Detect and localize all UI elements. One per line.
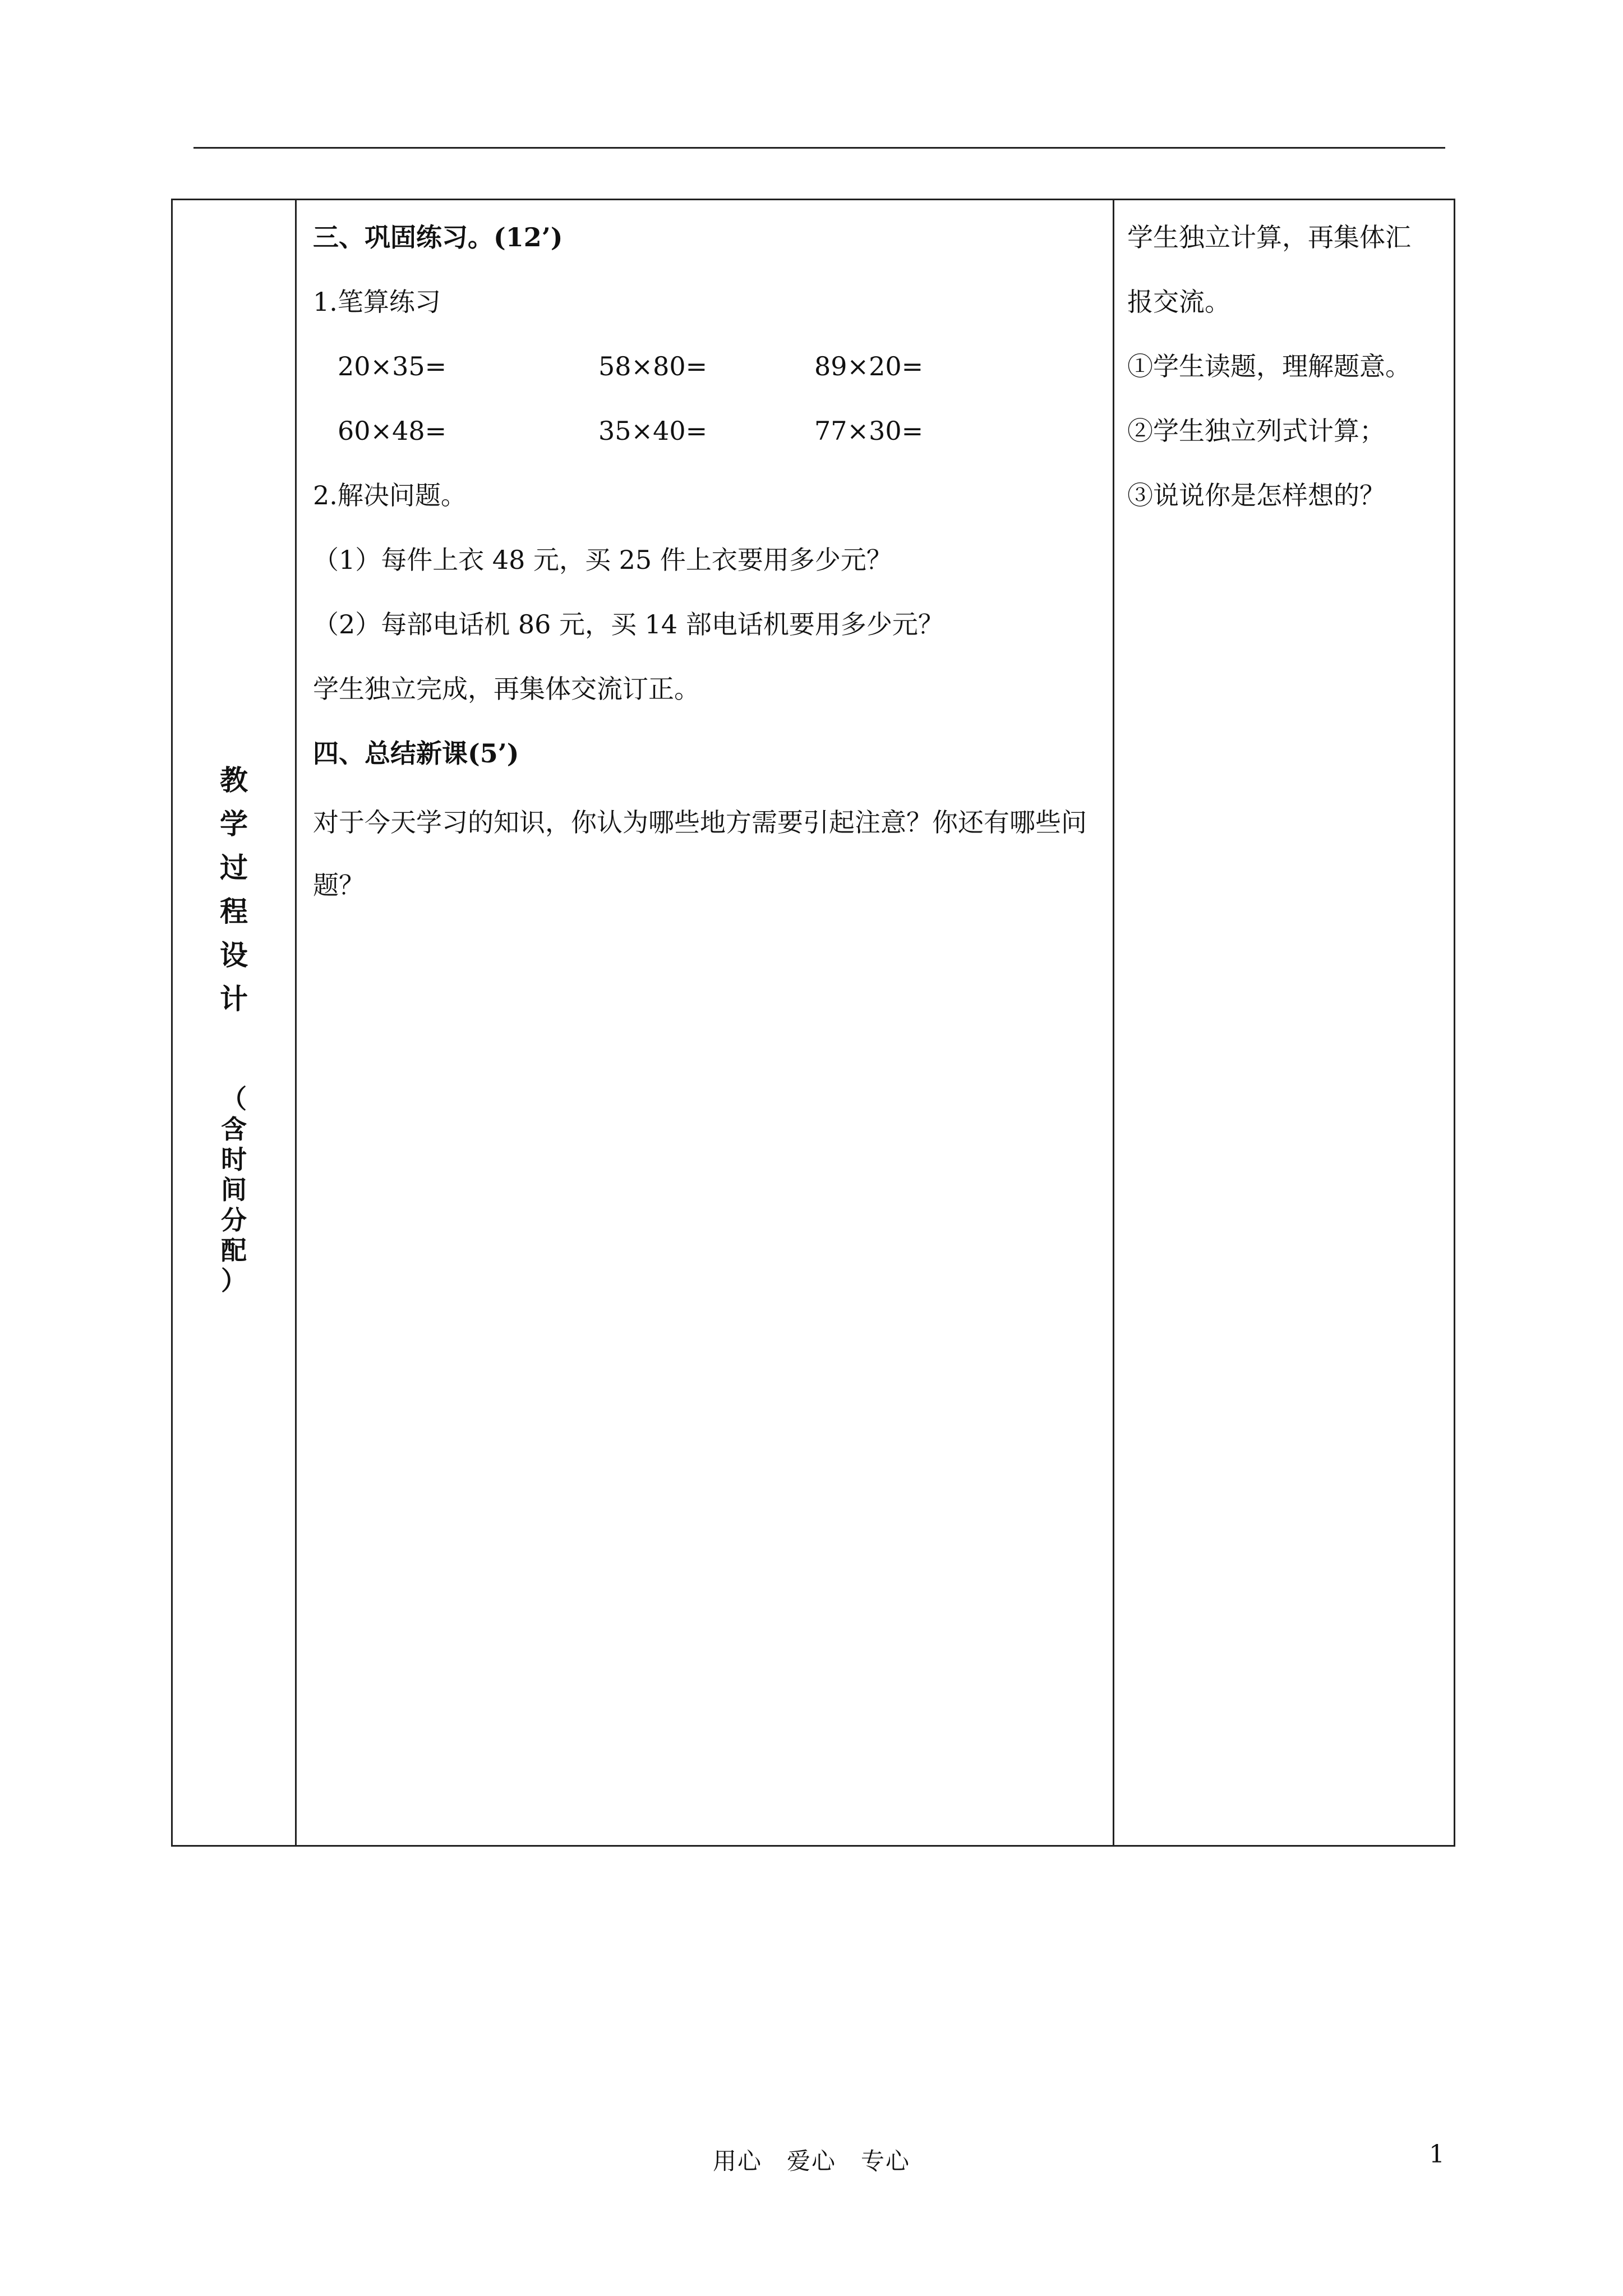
calc-exercise: 20×35= — [338, 351, 447, 381]
student-activity-cell — [1127, 210, 1453, 533]
activity-note: ②学生独立列式计算； — [1127, 416, 1385, 446]
activity-note: ③说说你是怎样想的？ — [1127, 480, 1385, 510]
activity-note: 报交流。 — [1127, 287, 1230, 317]
row-label-char: 时 — [221, 1144, 247, 1175]
footer-motto: 用心 爱心 专心 — [712, 2147, 910, 2175]
calc-exercise: 89×20= — [814, 351, 924, 381]
row-label-subtitle — [173, 1084, 295, 1296]
word-problem: （1）每件上衣 48 元，买 25 件上衣要用多少元？ — [313, 545, 892, 575]
row-label-char: 计 — [220, 982, 248, 1015]
item-1-title: 1.笔算练习 — [313, 287, 441, 317]
header-rule — [193, 147, 1445, 149]
row-label-title — [173, 758, 295, 1021]
row-label-char: 含 — [221, 1114, 247, 1144]
row-label-char: ） — [221, 1266, 247, 1296]
row-label-char: 程 — [220, 895, 248, 928]
column-divider — [1113, 200, 1114, 1845]
row-label-char: 设 — [220, 938, 248, 972]
section-3-title: 三、巩固练习。(12’) — [313, 222, 563, 252]
item-2-title: 2.解决问题。 — [313, 480, 467, 510]
word-problem: （2）每部电话机 86 元，买 14 部电话机要用多少元？ — [313, 609, 944, 639]
calc-row — [313, 339, 1104, 404]
row-label-char: 间 — [221, 1175, 247, 1205]
lesson-plan-table — [171, 199, 1455, 1847]
row-label-char: 学 — [220, 807, 248, 840]
row-label-char: 配 — [221, 1235, 247, 1266]
row-label-char: 分 — [221, 1205, 247, 1235]
page-number: 1 — [1429, 2140, 1445, 2169]
section-4-title: 四、总结新课(5’) — [313, 738, 519, 769]
calc-exercise: 35×40= — [598, 416, 708, 446]
calc-exercise: 60×48= — [338, 416, 447, 446]
teaching-process-cell — [313, 210, 1104, 917]
row-label-char: 教 — [220, 763, 248, 797]
column-divider — [295, 200, 297, 1845]
activity-note: ①学生读题，理解题意。 — [1127, 351, 1411, 381]
activity-note: 学生独立计算，再集体汇 — [1127, 222, 1411, 252]
calc-exercise: 58×80= — [598, 351, 708, 381]
calc-row — [313, 404, 1104, 468]
row-label-char: 过 — [220, 851, 248, 884]
row-label-char: （ — [221, 1084, 247, 1114]
row-label-cell — [173, 200, 295, 1845]
calc-exercise: 77×30= — [814, 416, 924, 446]
summary-text: 对于今天学习的知识，你认为哪些地方需要引起注意？你还有哪些问题？ — [313, 807, 1087, 900]
completion-note: 学生独立完成，再集体交流订正。 — [313, 674, 700, 704]
